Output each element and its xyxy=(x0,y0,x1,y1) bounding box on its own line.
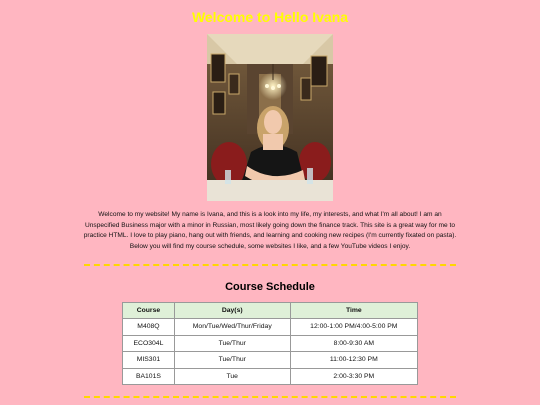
table-row xyxy=(123,368,418,385)
table-row xyxy=(123,352,418,369)
time-cell: 12:00-1:00 PM/4:00-5:00 PM xyxy=(290,319,417,336)
table-row xyxy=(123,319,418,336)
days-cell: Tue xyxy=(174,368,290,385)
table-row xyxy=(123,335,418,352)
table-header-row xyxy=(123,303,418,319)
course-cell: M408Q xyxy=(123,319,175,336)
days-cell: Mon/Tue/Wed/Thur/Friday xyxy=(174,319,290,336)
time-cell: 11:00-12:30 PM xyxy=(290,352,417,369)
schedule-title: Course Schedule xyxy=(225,281,315,293)
profile-photo xyxy=(207,34,333,201)
time-cell: 2:00-3:30 PM xyxy=(290,368,417,385)
days-cell: Tue/Thur xyxy=(174,335,290,352)
days-cell: Tue/Thur xyxy=(174,352,290,369)
column-header-days: Day(s) xyxy=(174,303,290,319)
divider xyxy=(84,396,456,398)
course-cell: BA101S xyxy=(123,368,175,385)
course-cell: MIS301 xyxy=(123,352,175,369)
schedule-table xyxy=(122,302,418,385)
page-title: Welcome to Hello Ivana xyxy=(191,9,349,25)
column-header-time: Time xyxy=(290,303,417,319)
column-header-course: Course xyxy=(123,303,175,319)
intro-paragraph: Welcome to my website! My name is Ivana, and this is a look into my life, my interests, and what I'm all about! I am an Unspecified Business major with a minor in Russian, most likely going down the finance track. This site is a great way for me to practice HTML. I love to play piano, hang out with friends, and learning and cooking new recipes (I'm currently fixated on pasta). Below you will find my course schedule, some websites I like, and a few YouTube videos I enjoy. xyxy=(83,211,457,250)
divider xyxy=(84,264,456,266)
course-cell: ECO304L xyxy=(123,335,175,352)
time-cell: 8:00-9:30 AM xyxy=(290,335,417,352)
